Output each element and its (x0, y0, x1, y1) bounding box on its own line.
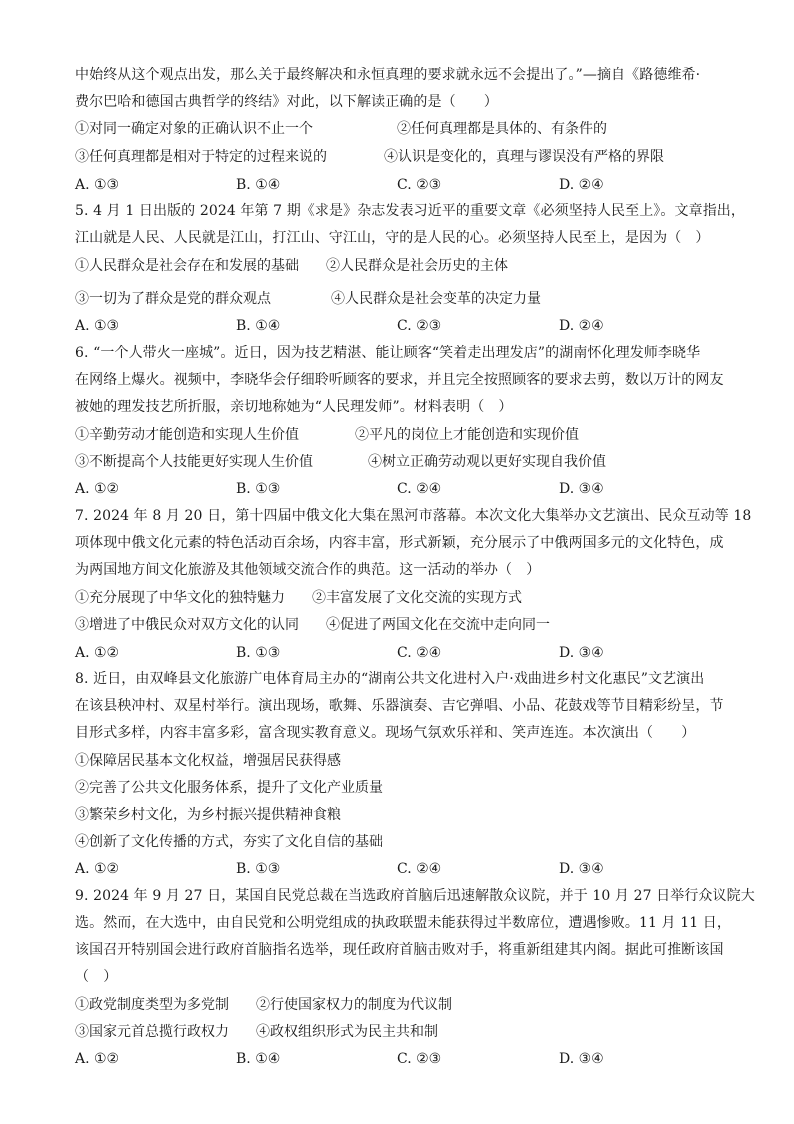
q5-stem-line-1: 5. 4 月 1 日出版的 2024 年第 7 期《求是》杂志发表习近平的重要文章《必须坚持人民至上》。文章指出， (75, 203, 746, 219)
q9-stem-line-4: （ ） (75, 969, 118, 985)
q6-statement-4: ④树立正确劳动观以更好实现自我价值 (368, 454, 606, 470)
q6-statement-2: ②平凡的岗位上才能创造和实现价值 (355, 427, 579, 443)
q6-statement-1: ①辛勤劳动才能创造和实现人生价值 (75, 427, 299, 443)
q7-statement-4: ④促进了两国文化在交流中走向同一 (326, 617, 550, 633)
q5-statement-3: ③一切为了群众是党的群众观点 (75, 291, 271, 307)
q4-option-a[interactable]: A. ①③ (75, 177, 120, 193)
q8-stem-line-3: 目形式多样，内容丰富多彩，富含现实教育意义。现场气氛欢乐祥和、笑声连连。本次演出（ ） (75, 725, 696, 741)
q8-stem-line-1: 8. 近日，由双峰县文化旅游广电体育局主办的“湖南公共文化进村入户·戏曲进乡村文化惠民”文艺演出 (75, 671, 705, 687)
q6-stem-line-1: 6. “一个人带火一座城”。近日，因为技艺精湛、能让顾客“笑着走出理发店”的湖南怀化理发师李晓华 (75, 345, 701, 361)
q4-statement-1: ①对同一确定对象的正确认识不止一个 (75, 121, 313, 137)
q8-option-a[interactable]: A. ①② (75, 861, 120, 877)
q8-statement-1: ①保障居民基本文化权益，增强居民获得感 (75, 753, 341, 769)
q6-option-b[interactable]: B. ①③ (236, 481, 281, 497)
q7-stem-line-3: 为两国地方间文化旅游及其他领域交流合作的典范。这一活动的举办（ ） (75, 562, 541, 578)
q8-stem-line-2: 在该县秧冲村、双星村举行。演出现场，歌舞、乐器演奏、吉它弹唱、小品、花鼓戏等节目精彩纷呈，节 (75, 698, 724, 714)
q8-statement-3: ③繁荣乡村文化，为乡村振兴提供精神食粮 (75, 807, 341, 823)
q9-option-c[interactable]: C. ②③ (397, 1051, 442, 1067)
q7-stem-line-2: 项体现中俄文化元素的特色活动百余场，内容丰富，形式新颖，充分展示了中俄两国多元的文化特色，成 (75, 535, 724, 551)
q6-option-d[interactable]: D. ③④ (559, 481, 604, 497)
q8-option-d[interactable]: D. ③④ (559, 861, 604, 877)
q4-option-d[interactable]: D. ②④ (559, 177, 604, 193)
q4-statement-3: ③任何真理都是相对于特定的过程来说的 (75, 149, 327, 165)
q5-option-c[interactable]: C. ②③ (397, 318, 442, 334)
q7-statement-2: ②丰富发展了文化交流的实现方式 (312, 590, 522, 606)
q4-statement-4: ④认识是变化的，真理与谬误没有严格的界限 (384, 149, 664, 165)
q7-option-c[interactable]: C. ②④ (397, 645, 442, 661)
q9-statement-3: ③国家元首总揽行政权力 (75, 1024, 229, 1040)
q7-statement-3: ③增进了中俄民众对双方文化的认同 (75, 617, 299, 633)
q5-option-d[interactable]: D. ②④ (559, 318, 604, 334)
q8-statement-2: ②完善了公共文化服务体系，提升了文化产业质量 (75, 780, 383, 796)
q9-option-a[interactable]: A. ①② (75, 1051, 120, 1067)
q4-option-b[interactable]: B. ①④ (236, 177, 281, 193)
q7-option-d[interactable]: D. ③④ (559, 645, 604, 661)
q8-option-b[interactable]: B. ①③ (236, 861, 281, 877)
q5-statement-1: ①人民群众是社会存在和发展的基础 (75, 258, 299, 274)
q6-stem-line-2: 在网络上爆火。视频中，李晓华会仔细聆听顾客的要求，并且完全按照顾客的要求去剪，数以万计的网友 (75, 372, 724, 388)
q7-statement-1: ①充分展现了中华文化的独特魅力 (75, 590, 285, 606)
q9-statement-1: ①政党制度类型为多党制 (75, 997, 229, 1013)
q9-statement-2: ②行使国家权力的制度为代议制 (256, 997, 452, 1013)
q9-option-d[interactable]: D. ③④ (559, 1051, 604, 1067)
q5-statement-2: ②人民群众是社会历史的主体 (326, 258, 508, 274)
q4-stem-line-2: 费尔巴哈和德国古典哲学的终结》对此，以下解读正确的是（ ） (75, 94, 498, 110)
q4-stem-line-1: 中始终从这个观点出发，那么关于最终解决和永恒真理的要求就永远不会提出了。”—摘自《路德维希· (75, 67, 701, 83)
q7-stem-line-1: 7. 2024 年 8 月 20 日，第十四届中俄文化大集在黑河市落幕。本次文化大集举办文艺演出、民众互动等 18 (75, 508, 752, 524)
q4-statement-2: ②任何真理都是具体的、有条件的 (397, 121, 607, 137)
q6-option-c[interactable]: C. ②④ (397, 481, 442, 497)
q7-option-a[interactable]: A. ①② (75, 645, 120, 661)
q6-statement-3: ③不断提高个人技能更好实现人生价值 (75, 454, 313, 470)
q6-option-a[interactable]: A. ①② (75, 481, 120, 497)
q5-stem-line-2: 江山就是人民、人民就是江山，打江山、守江山，守的是人民的心。必须坚持人民至上，是因为（ ） (75, 230, 710, 246)
q5-option-b[interactable]: B. ①④ (236, 318, 281, 334)
q9-statement-4: ④政权组织形式为民主共和制 (256, 1024, 438, 1040)
q9-stem-line-2: 选。然而，在大选中，由自民党和公明党组成的执政联盟未能获得过半数席位，遭遇惨败。11 月 11 日， (75, 915, 731, 931)
q7-option-b[interactable]: B. ①③ (236, 645, 281, 661)
q4-option-c[interactable]: C. ②③ (397, 177, 442, 193)
q9-option-b[interactable]: B. ①④ (236, 1051, 281, 1067)
q5-option-a[interactable]: A. ①③ (75, 318, 120, 334)
q8-statement-4: ④创新了文化传播的方式，夯实了文化自信的基础 (75, 834, 383, 850)
q9-stem-line-1: 9. 2024 年 9 月 27 日，某国自民党总裁在当选政府首脑后迅速解散众议院，并于 10 月 27 日举行众议院大 (75, 888, 755, 904)
q8-option-c[interactable]: C. ②④ (397, 861, 442, 877)
q9-stem-line-3: 该国召开特别国会进行政府首脑指名选举，现任政府首脑击败对手，将重新组建其内阁。据此可推断该国 (75, 942, 724, 958)
q6-stem-line-3: 被她的理发技艺所折服，亲切地称她为“人民理发师”。材料表明（ ） (75, 399, 513, 415)
q5-statement-4: ④人民群众是社会变革的决定力量 (331, 291, 541, 307)
